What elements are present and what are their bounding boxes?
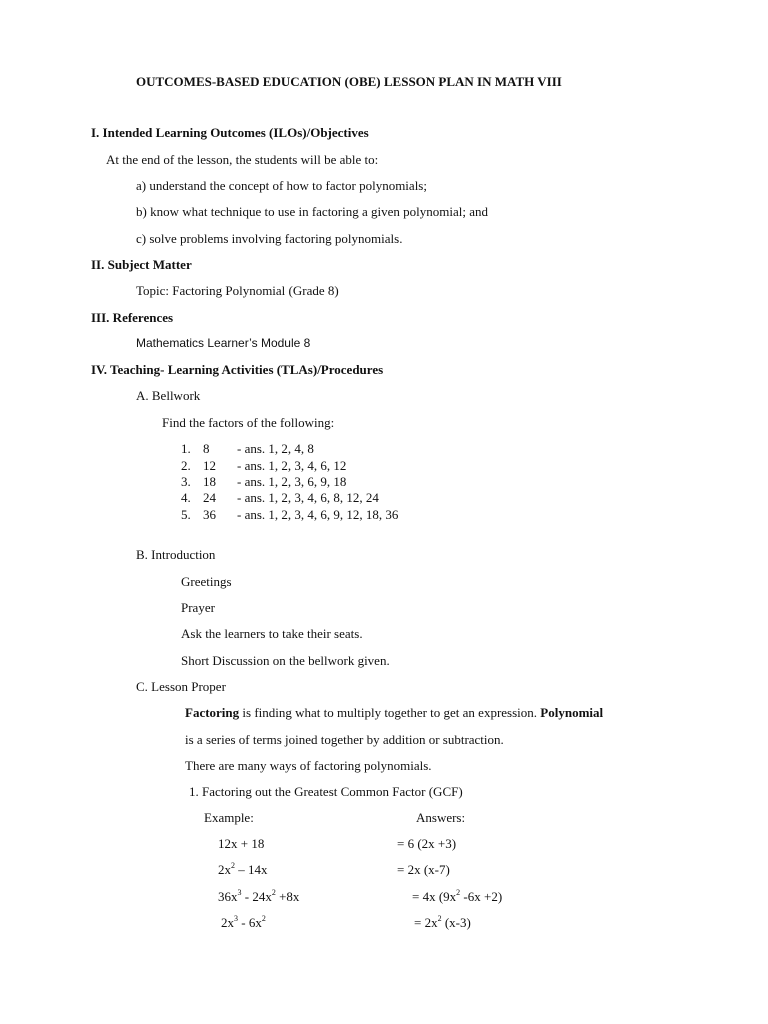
example-expression: $2x^3 - 6x^2$ (221, 914, 266, 930)
list-item-value: 12 (203, 458, 216, 473)
factoring-def-text: is finding what to multiply together to get an expression. (239, 705, 541, 720)
list-item-number: 3. (181, 474, 191, 489)
page-title: OUTCOMES-BASED EDUCATION (OBE) LESSON PLAN IN MATH VIII (136, 74, 562, 89)
reference-item: Mathematics Learner’s Module 8 (136, 336, 311, 350)
list-item-answer: - ans. 1, 2, 3, 4, 6, 8, 12, 24 (237, 490, 379, 505)
example-answer: = 4x ($9x^2$ -6x +2) (412, 888, 503, 904)
introduction-item: Short Discussion on the bellwork given. (181, 653, 390, 668)
list-item-number: 2. (181, 458, 191, 473)
list-item-answer: - ans. 1, 2, 3, 4, 6, 9, 12, 18, 36 (237, 507, 399, 522)
factoring-ways: There are many ways of factoring polynomials. (185, 758, 432, 773)
example-answer: = 2x (x-7) (397, 862, 450, 877)
section-heading-ilo: I. Intended Learning Outcomes (ILOs)/Objectives (91, 125, 369, 140)
factoring-definition (185, 706, 603, 719)
list-item-number: 1. (181, 441, 191, 456)
objective-a: a) understand the concept of how to factor polynomials; (136, 178, 427, 193)
example-label: Example: (204, 810, 254, 825)
bellwork-instruction: Find the factors of the following: (162, 415, 335, 430)
list-item-value: 8 (203, 441, 210, 456)
section-heading-tlas: IV. Teaching- Learning Activities (TLAs)/Procedures (91, 362, 384, 377)
gcf-heading: 1. Factoring out the Greatest Common Factor (GCF) (189, 784, 463, 799)
list-item-answer: - ans. 1, 2, 3, 4, 6, 12 (237, 458, 347, 473)
list-item-value: 36 (203, 507, 216, 522)
list-item-value: 18 (203, 474, 216, 489)
objective-c: c) solve problems involving factoring polynomials. (136, 231, 403, 246)
introduction-heading: B. Introduction (136, 547, 216, 562)
introduction-item: Greetings (181, 574, 232, 589)
list-item-value: 24 (203, 490, 216, 505)
objective-b: b) know what technique to use in factoring a given polynomial; and (136, 204, 488, 219)
example-answer: = 6 (2x +3) (397, 836, 457, 851)
lesson-proper-heading: C. Lesson Proper (136, 679, 226, 694)
list-item-number: 4. (181, 490, 191, 505)
bellwork-heading: A. Bellwork (136, 388, 201, 403)
section-heading-subject: II. Subject Matter (91, 257, 192, 272)
list-item-number: 5. (181, 507, 191, 522)
polynomial-definition: is a series of terms joined together by addition or subtraction. (185, 732, 504, 747)
list-item-answer: - ans. 1, 2, 3, 6, 9, 18 (237, 474, 347, 489)
section-heading-references: III. References (91, 310, 174, 325)
ilo-intro: At the end of the lesson, the students will be able to: (106, 152, 379, 167)
introduction-item: Ask the learners to take their seats. (181, 626, 363, 641)
example-expression: $36x^3 - 24x^2 +8x$ (218, 888, 300, 904)
introduction-item: Prayer (181, 600, 215, 615)
example-expression: $2x^2 - 14x$ (218, 861, 268, 877)
factoring-term: Factoring (185, 705, 240, 720)
list-item-answer: - ans. 1, 2, 4, 8 (237, 441, 314, 456)
example-expression: 12x + 18 (218, 836, 265, 851)
example-answer: = $2x^2$ (x-3) (414, 914, 471, 930)
subject-topic: Topic: Factoring Polynomial (Grade 8) (136, 283, 339, 298)
answers-label: Answers: (416, 810, 466, 825)
polynomial-term: Polynomial (540, 705, 604, 720)
